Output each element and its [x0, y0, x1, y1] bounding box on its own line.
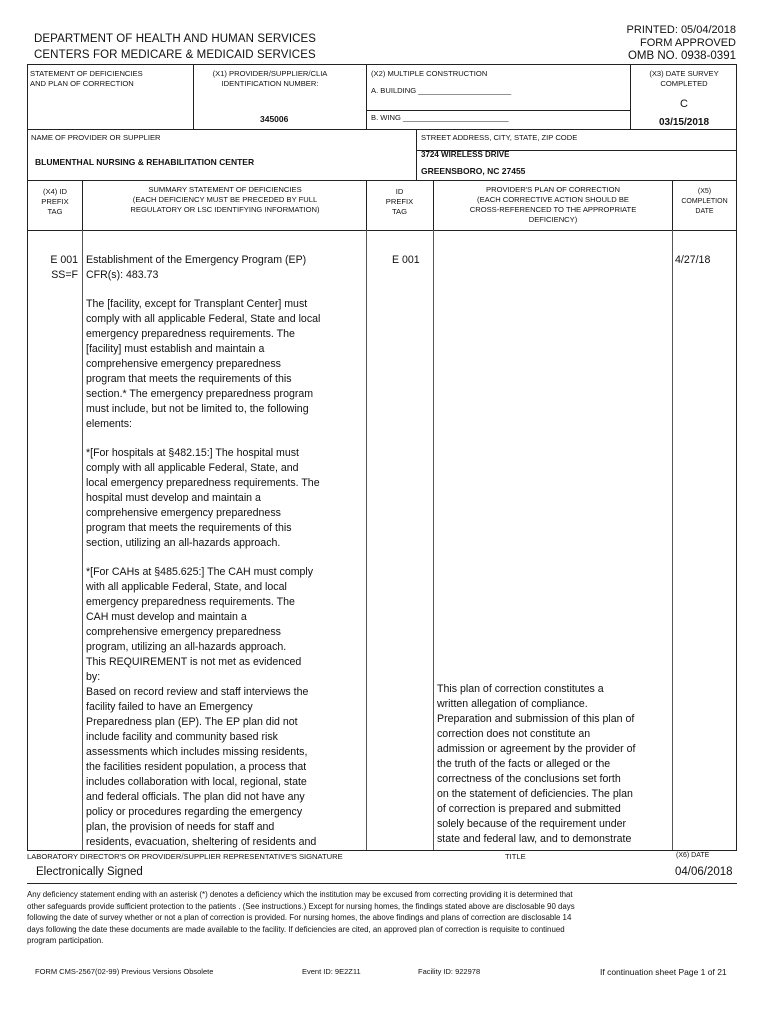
deficiency-title: Establishment of the Emergency Program (EP) CFR(s): 483.73	[86, 254, 307, 281]
x1-label: (X1) PROVIDER/SUPPLIER/CLIA IDENTIFICATION NUMBER:	[212, 69, 328, 88]
rule-body-id	[433, 230, 434, 850]
facility-id: Facility ID: 922978	[418, 967, 481, 976]
address-line-1: 3724 WIRELESS DRIVE	[421, 150, 510, 159]
signature-value: Electronically Signed	[36, 866, 143, 878]
x3-letter: C	[680, 98, 688, 110]
rule-x2	[366, 64, 367, 129]
plan-of-correction-text: This plan of correction constitutes a written allegation of compliance. Preparation and submission of this plan of correction does not constitute an admission or agreement by the provider of the truth of the facts or alleged or the correctness of the conclusions set forth on the statement of deficiencies. The plan of correction is prepared and submitted solely because of the requirement under state and federal law, and to demonstrate	[437, 683, 636, 845]
building-label: A. BUILDING ______________________	[371, 86, 512, 95]
address-line-2: GREENSBORO, NC 27455	[421, 166, 526, 176]
address-label: STREET ADDRESS, CITY, STATE, ZIP CODE	[421, 133, 578, 142]
department-line-2: CENTERS FOR MEDICARE & MEDICAID SERVICES	[34, 49, 316, 61]
rule-x3	[630, 64, 631, 129]
rule-address-left	[416, 129, 417, 180]
title-label: TITLE	[505, 852, 526, 861]
rule-provider-top	[27, 129, 737, 130]
rule-right	[736, 64, 737, 850]
rule-x1	[193, 64, 194, 129]
rule-signature-top	[27, 850, 737, 851]
signature-date: 04/06/2018	[675, 866, 733, 878]
provider-name: BLUMENTHAL NURSING & REHABILITATION CENTER	[35, 157, 255, 167]
provider-name-label: NAME OF PROVIDER OR SUPPLIER	[31, 133, 161, 142]
disclosure-note: Any deficiency statement ending with an asterisk (*) denotes a deficiency which the institution may be excused from correcting providing it is determined that other safeguards provide sufficient protection to the patients . (See instructions.) Except for nursing homes, the findings stated above are disclosable 90 days following the date of survey whether or not a plan of correction is provided. For nursing homes, the above findings and plans of correction are disclosable 14 days following the date these documents are made available to the facility. If deficiencies are cited, an approved plan of correction is requisite to continued program participation.	[27, 890, 575, 946]
survey-date: 03/15/2018	[658, 117, 710, 128]
x2-label: (X2) MULTIPLE CONSTRUCTION	[371, 69, 488, 78]
form-number: FORM CMS-2567(02-99) Previous Versions Obsolete	[35, 967, 214, 976]
deficiency-paragraph-3: *[For CAHs at §485.625:] The CAH must comply with all applicable Federal, State, and local emergency preparedness requirements. The CAH must develop and maintain a comprehensive emergency preparedness program, utilizing an all-hazards approach. This REQUIREMENT is not met as evidenced by: Based on record review and staff interviews the facility failed to have an Emergency Preparedness plan (EP). The EP plan did not include facility and community based risk assessments which includes missing residents, the facilities resident population, a process that includes collaboration with local, regional, state and federal officials. The plan did not have any policy or procedures regarding the emergency plan, the provision of needs for staff and residents, evacuation, sheltering of residents and	[86, 566, 317, 848]
rule-columns-top	[27, 180, 737, 181]
id-prefix-header: ID PREFIX TAG	[385, 187, 414, 216]
signature-label: LABORATORY DIRECTOR'S OR PROVIDER/SUPPLIER REPRESENTATIVE'S SIGNATURE	[27, 852, 343, 861]
rule-columns-bottom	[27, 230, 737, 231]
rule-left	[27, 64, 28, 850]
event-id: Event ID: 9E2Z11	[302, 967, 361, 976]
rule-col-x4	[82, 180, 83, 230]
rule-body-x4	[82, 230, 83, 850]
summary-header: SUMMARY STATEMENT OF DEFICIENCIES (EACH DEFICIENCY MUST BE PRECEDED BY FULL REGULATORY OR LSC IDENTIFYING INFORMATION)	[130, 185, 320, 214]
signature-date-label: (X6) DATE	[676, 852, 710, 859]
deficiency-paragraph-1: The [facility, except for Transplant Center] must comply with all applicable Federal, State and local emergency preparedness requirements. The [facility] must establish and maintain a comprehensive emergency preparedness program that meets the requirements of this section.* The emergency preparedness program must include, but not be limited to, the following elements:	[86, 298, 321, 430]
page-indicator: If continuation sheet Page 1 of 21	[600, 967, 727, 977]
rule-building-wing	[366, 110, 630, 111]
wing-label: B. WING _________________________	[371, 113, 509, 122]
x4-header: (X4) ID PREFIX TAG	[41, 187, 69, 216]
omb-number: OMB NO. 0938-0391	[627, 50, 736, 62]
prefix-tag: E 001	[50, 254, 78, 266]
rule-signature-bottom	[27, 883, 737, 884]
department-line-1: DEPARTMENT OF HEALTH AND HUMAN SERVICES	[34, 33, 317, 45]
printed-date: PRINTED: 05/04/2018	[626, 24, 736, 36]
completion-date: 4/27/18	[675, 254, 711, 266]
deficiency-paragraph-2: *[For hospitals at §482.15:] The hospital must comply with all applicable Federal, State, and local emergency preparedness requirements. The hospital must develop and maintain a comprehensive emergency preparedness program that meets the requirements of this section, utilizing an all-hazards approach.	[86, 447, 320, 549]
scope-severity: SS=F	[51, 269, 78, 281]
provider-id: 345006	[260, 114, 289, 124]
rule-body-plan	[672, 230, 673, 850]
rule-body-summary	[366, 230, 367, 850]
x5-header: (X5) COMPLETION DATE	[681, 188, 728, 215]
id-prefix-tag: E 001	[392, 254, 420, 266]
statement-label: STATEMENT OF DEFICIENCIES AND PLAN OF CORRECTION	[30, 69, 143, 88]
x3-label: (X3) DATE SURVEY COMPLETED	[649, 69, 719, 88]
form-approved: FORM APPROVED	[640, 37, 736, 49]
plan-header: PROVIDER'S PLAN OF CORRECTION (EACH CORRECTIVE ACTION SHOULD BE CROSS-REFERENCED TO THE APPROPRIATE DEFICIENCY)	[469, 185, 637, 224]
